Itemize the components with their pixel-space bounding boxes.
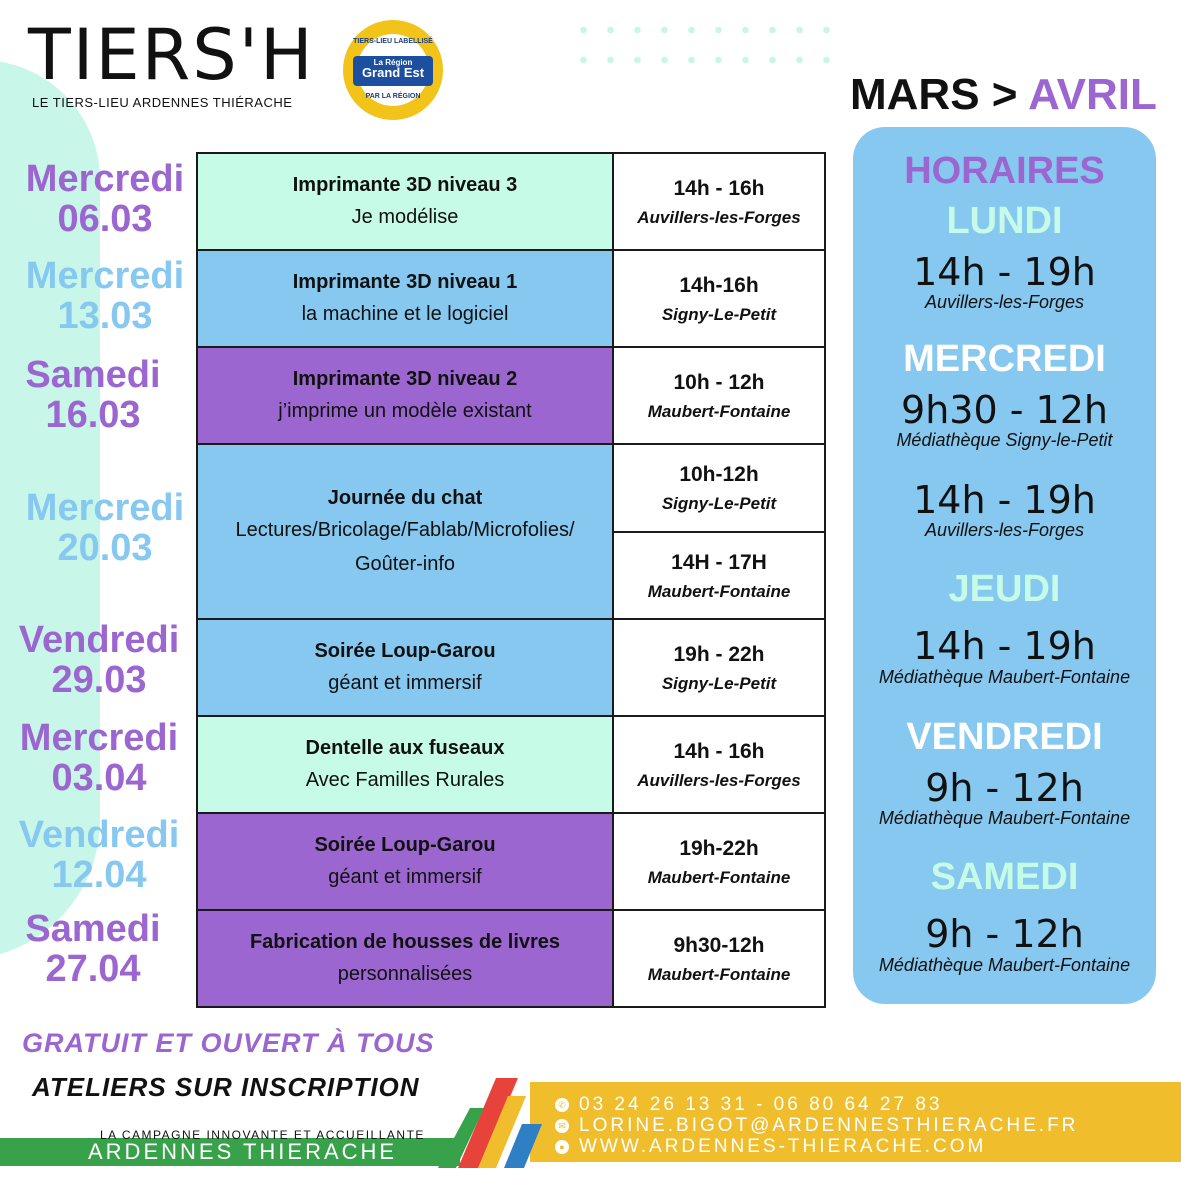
ardennes-thierache-emblem (418, 1068, 558, 1168)
activity-place: Auvillers-les-Forges (637, 207, 801, 227)
activity-place: Signy-Le-Petit (661, 304, 777, 324)
day-label (6, 815, 192, 895)
day-date: 27.04 (45, 948, 141, 990)
website-text: WWW.ARDENNES-THIERACHE.COM (579, 1136, 987, 1157)
activity-place: Signy-Le-Petit (661, 673, 777, 693)
activity-subtitle: personnalisées (337, 962, 473, 985)
email-text: LORINE.BIGOT@ARDENNESTHIERACHE.FR (579, 1115, 1079, 1136)
day-date: 12.04 (51, 854, 147, 896)
phone-icon: ✆ (555, 1098, 569, 1112)
schedule-cell (612, 618, 826, 717)
activity-time: 14h - 16h (673, 176, 765, 200)
period-start: MARS (850, 70, 980, 119)
seal-region-small: La Région (373, 58, 413, 67)
activity-title: Imprimante 3D niveau 3 (292, 173, 518, 196)
hours-place: Médiathèque Maubert-Fontaine (878, 955, 1131, 975)
tiersh-logo (28, 14, 328, 115)
day-date: 16.03 (45, 394, 141, 436)
activity-cell (196, 618, 614, 717)
decorative-dots (570, 15, 830, 75)
day-date: 13.03 (57, 295, 153, 337)
campaign-subtitle: LA CAMPAGNE INNOVANTE ET ACCUEILLANTE (100, 1128, 425, 1142)
activity-place: Maubert-Fontaine (647, 401, 791, 421)
activity-place: Maubert-Fontaine (647, 964, 791, 984)
activity-cell (196, 346, 614, 445)
activity-title: Soirée Loup-Garou (314, 639, 496, 662)
contact-email[interactable] (555, 1115, 1078, 1137)
activity-time: 19h - 22h (673, 642, 765, 666)
activity-subtitle: géant et immersif (328, 671, 482, 694)
activity-time: 14h-16h (679, 273, 759, 297)
activity-time: 9h30-12h (673, 933, 765, 957)
day-date: 29.03 (51, 659, 147, 701)
seal-badge (353, 56, 433, 86)
activity-cell (196, 249, 614, 348)
period-end: AVRIL (1028, 70, 1157, 119)
period-title (850, 70, 1157, 120)
day-name: Mercredi (25, 158, 185, 200)
schedule-cell (612, 249, 826, 348)
day-date: 06.03 (57, 198, 153, 240)
day-name: Mercredi (19, 717, 179, 759)
globe-icon: ● (555, 1140, 569, 1154)
hours-day-samedi: SAMEDI (930, 856, 1079, 898)
hours-day-mercredi: MERCREDI (903, 338, 1106, 380)
region-grand-est-seal (343, 20, 443, 120)
day-name: Mercredi (25, 487, 185, 529)
activity-subtitle: Lectures/Bricolage/Fablab/Microfolies/ (235, 518, 575, 541)
hours-day-vendredi: VENDREDI (906, 716, 1103, 758)
period-separator: > (991, 70, 1018, 119)
activity-cell (196, 715, 614, 814)
activity-time: 10h-12h (679, 463, 759, 486)
activity-title: Soirée Loup-Garou (314, 833, 496, 856)
seal-region: Grand Est (361, 65, 425, 80)
logo-word: TIERS'H (28, 14, 315, 96)
activity-cell (196, 443, 614, 620)
schedule-cell (612, 152, 826, 251)
hours-place: Auvillers-les-Forges (924, 292, 1085, 312)
activity-place: Signy-Le-Petit (661, 494, 777, 513)
campaign-name: ARDENNES THIERACHE (88, 1139, 398, 1164)
activity-subtitle-2: Goûter-info (354, 552, 456, 575)
hours-day-lundi: LUNDI (946, 200, 1063, 242)
activity-subtitle: j’imprime un modèle existant (278, 399, 532, 422)
hours-place: Médiathèque Signy-le-Petit (896, 430, 1113, 450)
hours-place: Auvillers-les-Forges (924, 520, 1085, 540)
hours-day-jeudi: JEUDI (948, 568, 1061, 610)
day-label (12, 159, 198, 239)
hours-title: HORAIRES (904, 150, 1105, 192)
hours-time: 14h - 19h (913, 478, 1096, 522)
day-label (6, 620, 192, 700)
activity-place: Maubert-Fontaine (647, 867, 791, 887)
activity-title: Imprimante 3D niveau 1 (292, 270, 518, 293)
schedule-cell (612, 443, 826, 533)
activity-time: 14H - 17H (671, 550, 767, 574)
schedule-cell (612, 909, 826, 1008)
activity-cell (196, 909, 614, 1008)
logo-subtitle: LE TIERS-LIEU ARDENNES THIÉRACHE (32, 95, 293, 110)
email-icon: ✉ (555, 1119, 569, 1133)
hours-place: Médiathèque Maubert-Fontaine (878, 667, 1131, 687)
schedule-cell (612, 346, 826, 445)
schedule-cell (612, 812, 826, 911)
activity-title: Imprimante 3D niveau 2 (292, 367, 518, 390)
day-name: Vendredi (18, 619, 180, 661)
activity-subtitle: géant et immersif (328, 865, 482, 888)
day-name: Samedi (25, 908, 161, 950)
activity-time: 10h - 12h (673, 370, 765, 394)
day-name: Vendredi (18, 814, 180, 856)
hours-time: 14h - 19h (913, 250, 1096, 294)
activity-place: Maubert-Fontaine (647, 581, 791, 601)
day-name: Mercredi (25, 255, 185, 297)
contact-website[interactable] (555, 1136, 986, 1158)
activity-place: Auvillers-les-Forges (637, 770, 801, 790)
activity-subtitle: Je modélise (351, 205, 459, 228)
seal-bottom-text: PAR LA RÉGION (365, 93, 421, 100)
day-label (6, 718, 192, 798)
activity-title: Journée du chat (327, 486, 483, 509)
hours-time: 14h - 19h (913, 624, 1096, 668)
activity-subtitle: Avec Familles Rurales (305, 768, 505, 791)
activity-time: 19h-22h (679, 836, 759, 860)
day-label (12, 488, 198, 568)
day-date: 03.04 (51, 757, 147, 799)
activity-subtitle: la machine et le logiciel (301, 302, 509, 325)
activity-title: Fabrication de housses de livres (249, 930, 561, 953)
day-date: 20.03 (57, 527, 153, 569)
day-label (0, 909, 186, 989)
contact-phone[interactable] (555, 1094, 942, 1116)
registration-notice: ATELIERS SUR INSCRIPTION (32, 1072, 420, 1102)
hours-time: 9h - 12h (925, 766, 1084, 810)
hours-place: Médiathèque Maubert-Fontaine (878, 808, 1131, 828)
activity-time: 14h - 16h (673, 739, 765, 763)
activity-cell (196, 812, 614, 911)
hours-time: 9h30 - 12h (901, 388, 1108, 432)
schedule-cell (612, 531, 826, 620)
free-and-open-notice: GRATUIT ET OUVERT À TOUS (22, 1028, 435, 1058)
activity-cell (196, 152, 614, 251)
seal-top-text: TIERS-LIEU LABELLISÉ (353, 38, 433, 45)
phone-text: 03 24 26 13 31 - 06 80 64 27 83 (579, 1094, 943, 1115)
schedule-cell (612, 715, 826, 814)
day-label (12, 256, 198, 336)
activity-title: Dentelle aux fuseaux (305, 736, 505, 759)
day-name: Samedi (25, 354, 161, 396)
hours-time: 9h - 12h (925, 912, 1084, 956)
day-label (0, 355, 186, 435)
